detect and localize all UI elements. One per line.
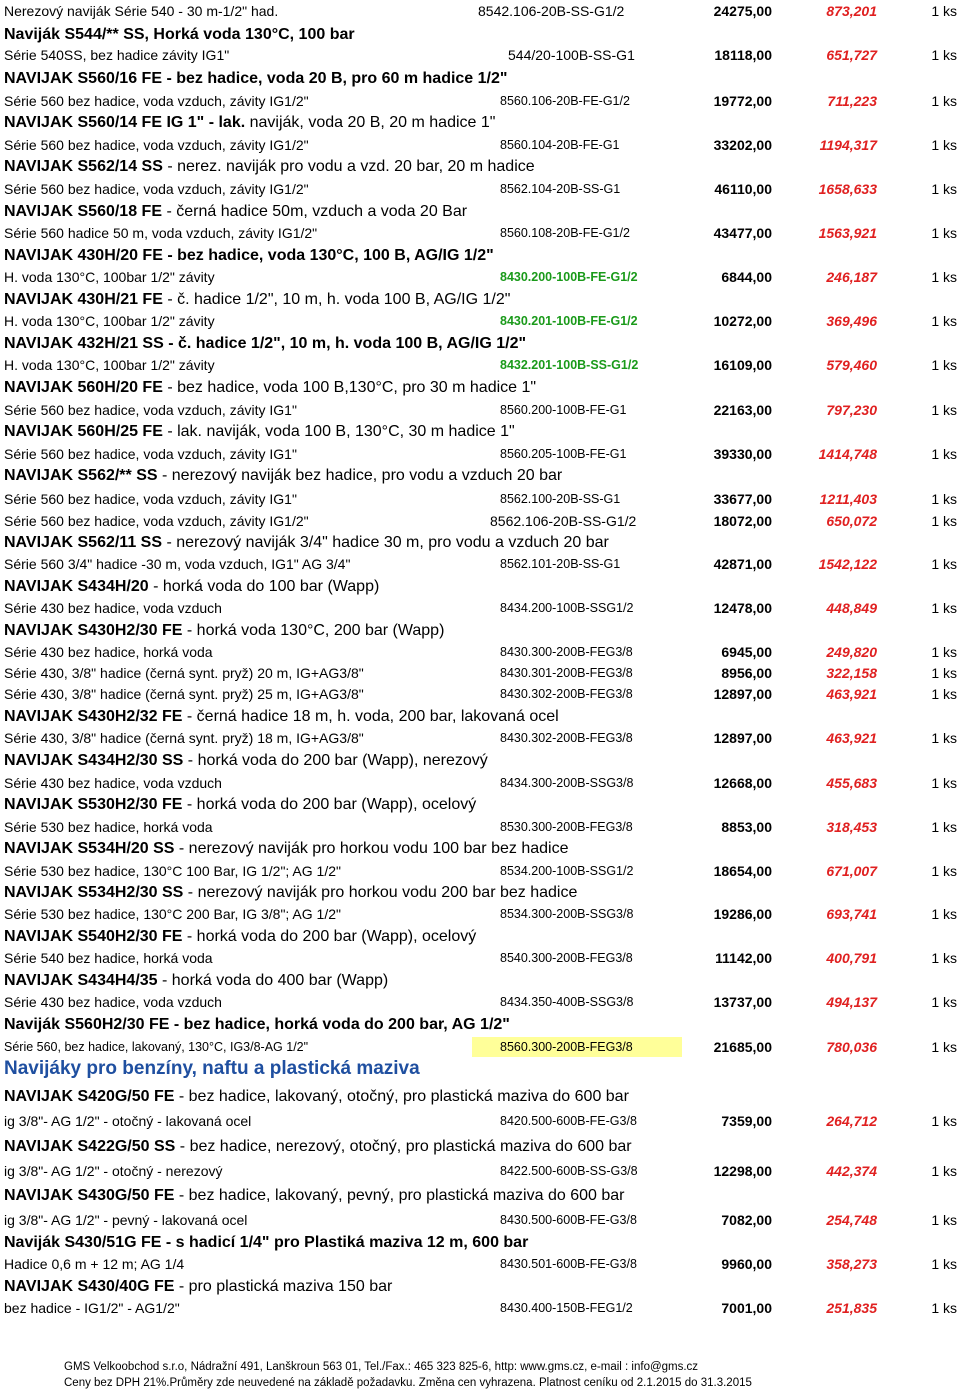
price-row: [0, 91, 960, 111]
unit-label: 1 ks: [931, 819, 957, 835]
unit-label: 1 ks: [931, 446, 957, 462]
product-heading: [4, 839, 960, 859]
item-code: 8432.201-100B-SS-G1/2: [500, 358, 639, 372]
price-czk: 19772,00: [713, 93, 772, 109]
price-czk: 33202,00: [713, 137, 772, 153]
price-eur: 494,137: [826, 994, 877, 1010]
unit-label: 1 ks: [931, 600, 957, 616]
item-description: Série 560 bez hadice, voda vzduch, závity IG1/2": [4, 93, 309, 109]
item-description: bez hadice - IG1/2" - AG1/2": [4, 1300, 180, 1316]
unit-label: 1 ks: [931, 556, 957, 572]
price-row: [0, 1210, 960, 1230]
price-czk: 12668,00: [713, 775, 772, 791]
unit-label: 1 ks: [931, 644, 957, 660]
price-eur: 246,187: [826, 269, 877, 285]
product-heading: [4, 577, 960, 597]
product-heading-bold: NAVIJAK S560/14 FE IG 1" - lak.: [4, 114, 246, 131]
price-czk: 7359,00: [721, 1113, 772, 1129]
price-row: [0, 684, 960, 704]
product-heading-bold: NAVIJAK S434H/20: [4, 578, 149, 595]
product-heading-bold: NAVIJAK 432H/21 SS - č. hadice 1/2", 10 m, h. voda 100 B, AG/IG 1/2": [4, 335, 527, 352]
product-heading: [4, 1233, 960, 1253]
item-description: Série 560 bez hadice, voda vzduch, závity IG1": [4, 491, 297, 507]
item-code: 8534.200-100B-SSG1/2: [500, 864, 634, 878]
unit-label: 1 ks: [931, 994, 957, 1010]
price-czk: 11142,00: [715, 950, 772, 966]
item-description: Série 560 bez hadice, voda vzduch, závity IG1/2": [4, 513, 309, 529]
price-czk: 33677,00: [713, 491, 772, 507]
price-eur: 671,007: [826, 863, 877, 879]
item-description: ig 3/8"- AG 1/2" - pevný - lakovaná ocel: [4, 1212, 248, 1228]
price-row: [0, 135, 960, 155]
unit-label: 1 ks: [931, 1113, 957, 1129]
price-eur: 254,748: [826, 1212, 877, 1228]
item-description: Série 560 bez hadice, voda vzduch, závity IG1/2": [4, 137, 309, 153]
item-code: 8562.106-20B-SS-G1/2: [490, 513, 637, 529]
item-description: Série 530 bez hadice, 130°C 100 Bar, IG 1/2"; AG 1/2": [4, 863, 341, 879]
product-heading: [4, 751, 960, 771]
price-czk: 6844,00: [721, 269, 772, 285]
price-czk: 16109,00: [713, 357, 772, 373]
product-heading-rest: - horká voda do 100 bar (Wapp): [148, 578, 380, 595]
price-eur: 873,201: [826, 3, 877, 19]
price-row: [0, 45, 960, 65]
product-heading-bold: NAVIJAK 430H/20 FE - bez hadice, voda 130°C, 100 B, AG/IG 1/2": [4, 247, 494, 264]
unit-label: 1 ks: [931, 313, 957, 329]
unit-label: 1 ks: [931, 950, 957, 966]
unit-label: 1 ks: [931, 1163, 957, 1179]
product-heading-rest: - bez hadice, lakovaný, otočný, pro plastická maziva do 600 bar: [174, 1088, 629, 1105]
price-eur: 1211,403: [819, 491, 877, 507]
product-heading: [4, 927, 960, 947]
item-description: Série 560 3/4" hadice -30 m, voda vzduch, IG1" AG 3/4": [4, 556, 351, 572]
product-heading-rest: - bez hadice, nerezový, otočný, pro plastická maziva do 600 bar: [175, 1138, 632, 1155]
item-code: 8542.106-20B-SS-G1/2: [478, 3, 625, 19]
product-heading: [4, 1087, 960, 1107]
product-heading-bold: NAVIJAK S430G/50 FE: [4, 1187, 175, 1204]
product-heading: [4, 707, 960, 727]
price-row: [0, 817, 960, 837]
item-code: 8560.106-20B-FE-G1/2: [500, 94, 630, 108]
unit-label: 1 ks: [931, 491, 957, 507]
unit-label: 1 ks: [931, 3, 957, 19]
product-heading-bold: NAVIJAK S430H2/32 FE: [4, 708, 183, 725]
price-eur: 400,791: [826, 950, 877, 966]
price-eur: 369,496: [826, 313, 877, 329]
unit-label: 1 ks: [931, 225, 957, 241]
unit-label: 1 ks: [931, 686, 957, 702]
item-code: 8422.500-600B-SS-G3/8: [500, 1164, 638, 1178]
price-row: [0, 400, 960, 420]
price-czk: 43477,00: [713, 225, 772, 241]
price-row: [0, 948, 960, 968]
item-code: 8562.100-20B-SS-G1: [500, 492, 621, 506]
item-code: 8430.300-200B-FEG3/8: [500, 645, 633, 659]
price-eur: 1414,748: [818, 446, 877, 462]
item-code: 8430.302-200B-FEG3/8: [500, 731, 633, 745]
price-eur: 455,683: [826, 775, 877, 791]
product-heading-rest: - nerezový naviják bez hadice, pro vodu a vzduch 20 bar: [157, 467, 563, 484]
product-heading-bold: NAVIJAK S430H2/30 FE: [4, 622, 183, 639]
price-czk: 12298,00: [713, 1163, 772, 1179]
item-description: Hadice 0,6 m + 12 m; AG 1/4: [4, 1256, 185, 1272]
product-heading-rest: - pro plastická maziva 150 bar: [174, 1278, 393, 1295]
price-czk: 12478,00: [713, 600, 772, 616]
product-heading: [4, 157, 960, 177]
price-row: [0, 773, 960, 793]
product-heading-rest: - nerezový naviják pro horkou vodu 200 bar bez hadice: [183, 884, 578, 901]
price-czk: 42871,00: [713, 556, 772, 572]
product-heading: [4, 246, 960, 266]
item-description: Série 430 bez hadice, horká voda: [4, 644, 213, 660]
price-eur: 797,230: [826, 402, 877, 418]
price-eur: 251,835: [826, 1300, 877, 1316]
product-heading-rest: - černá hadice 18 m, h. voda, 200 bar, lakovaná ocel: [182, 708, 559, 725]
price-row: [0, 489, 960, 509]
product-heading-rest: - nerezový naviják 3/4" hadice 30 m, pro vodu a vzduch 20 bar: [162, 534, 609, 551]
item-code: 8534.300-200B-SSG3/8: [500, 907, 634, 921]
price-row: [0, 223, 960, 243]
item-description: Série 530 bez hadice, 130°C 200 Bar, IG 3/8"; AG 1/2": [4, 906, 341, 922]
price-eur: 650,072: [826, 513, 877, 529]
product-heading-bold: NAVIJAK S434H4/35: [4, 972, 158, 989]
product-heading-rest: - bez hadice, voda 100 B,130°C, pro 30 m hadice 1": [162, 379, 537, 396]
item-code: 8420.500-600B-FE-G3/8: [500, 1114, 637, 1128]
product-heading-bold: Naviják S560H2/30 FE - bez hadice, horká voda do 200 bar, AG 1/2": [4, 1016, 510, 1033]
item-code: 8430.500-600B-FE-G3/8: [500, 1213, 637, 1227]
price-czk: 12897,00: [713, 730, 772, 746]
item-description: H. voda 130°C, 100bar 1/2" závity: [4, 313, 215, 329]
unit-label: 1 ks: [931, 513, 957, 529]
price-row: [0, 179, 960, 199]
product-heading: [4, 422, 960, 442]
unit-label: 1 ks: [931, 906, 957, 922]
price-czk: 24275,00: [713, 3, 772, 19]
product-heading-rest: - černá hadice 50m, vzduch a voda 20 Bar: [162, 203, 468, 220]
product-heading-bold: NAVIJAK S422G/50 SS: [4, 1138, 176, 1155]
item-code: 8560.200-100B-FE-G1: [500, 403, 627, 417]
price-row: [0, 1111, 960, 1131]
item-code: 544/20-100B-SS-G1: [508, 47, 635, 63]
price-czk: 19286,00: [713, 906, 772, 922]
price-row: [0, 1037, 960, 1057]
product-heading-rest: - č. hadice 1/2", 10 m, h. voda 100 B, AG/IG 1/2": [162, 291, 511, 308]
product-heading-bold: NAVIJAK 560H/20 FE: [4, 379, 163, 396]
product-heading: [4, 1277, 960, 1297]
product-heading-bold: Naviják S544/** SS, Horká voda 130°C, 100 bar: [4, 26, 355, 43]
product-heading: [4, 1137, 960, 1157]
item-description: Série 530 bez hadice, horká voda: [4, 819, 213, 835]
unit-label: 1 ks: [931, 863, 957, 879]
item-code: 8430.302-200B-FEG3/8: [500, 687, 633, 701]
item-description: Série 560, bez hadice, lakovaný, 130°C, IG3/8-AG 1/2": [4, 1040, 309, 1054]
item-code: 8430.400-150B-FEG1/2: [500, 1301, 633, 1315]
product-heading-bold: NAVIJAK S562/** SS: [4, 467, 158, 484]
unit-label: 1 ks: [931, 402, 957, 418]
product-heading: [4, 795, 960, 815]
product-heading-rest: - horká voda do 400 bar (Wapp): [157, 972, 389, 989]
price-czk: 46110,00: [714, 181, 772, 197]
product-heading: [4, 621, 960, 641]
price-row: [0, 1298, 960, 1318]
product-heading: [4, 202, 960, 222]
item-code: 8560.300-200B-FEG3/8: [472, 1037, 682, 1057]
unit-label: 1 ks: [931, 1256, 957, 1272]
price-eur: 693,741: [826, 906, 877, 922]
product-heading: [4, 1186, 960, 1206]
unit-label: 1 ks: [931, 137, 957, 153]
price-row: [0, 355, 960, 375]
item-code: 8562.104-20B-SS-G1: [500, 182, 621, 196]
price-czk: 10272,00: [713, 313, 772, 329]
price-eur: 711,223: [827, 93, 877, 109]
price-eur: 463,921: [826, 686, 877, 702]
item-description: Série 430 bez hadice, voda vzduch: [4, 994, 222, 1010]
unit-label: 1 ks: [931, 93, 957, 109]
item-description: Série 560 bez hadice, voda vzduch, závity IG1": [4, 402, 297, 418]
price-eur: 780,036: [826, 1039, 877, 1055]
price-eur: 442,374: [826, 1163, 877, 1179]
section-title: Navijáky pro benzíny, naftu a plastická maziva: [4, 1058, 420, 1079]
product-heading-rest: - horká voda 130°C, 200 bar (Wapp): [182, 622, 445, 639]
unit-label: 1 ks: [931, 1212, 957, 1228]
item-description: Série 540SS, bez hadice závity IG1": [4, 47, 230, 63]
price-czk: 8853,00: [721, 819, 772, 835]
price-row: [0, 1254, 960, 1274]
price-eur: 651,727: [826, 47, 877, 63]
product-heading-bold: NAVIJAK S434H2/30 SS: [4, 752, 184, 769]
price-eur: 1194,317: [819, 137, 877, 153]
unit-label: 1 ks: [931, 1300, 957, 1316]
product-heading-rest: - lak. naviják, voda 100 B, 130°C, 30 m hadice 1": [162, 423, 515, 440]
product-heading-bold: NAVIJAK S560/16 FE - bez hadice, voda 20 B, pro 60 m hadice 1/2": [4, 70, 508, 87]
item-description: Série 540 bez hadice, horká voda: [4, 950, 213, 966]
product-heading: [4, 69, 960, 89]
price-row: [0, 642, 960, 662]
product-heading-bold: NAVIJAK 560H/25 FE: [4, 423, 163, 440]
price-czk: 9960,00: [721, 1256, 772, 1272]
item-code: 8560.205-100B-FE-G1: [500, 447, 627, 461]
product-heading-bold: Naviják S430/51G FE - s hadicí 1/4" pro Plastiká maziva 12 m, 600 bar: [4, 1234, 529, 1251]
price-eur: 264,712: [826, 1113, 877, 1129]
price-czk: 22163,00: [713, 402, 772, 418]
product-heading-rest: - bez hadice, lakovaný, pevný, pro plastická maziva do 600 bar: [174, 1187, 625, 1204]
item-description: Série 430 bez hadice, voda vzduch: [4, 600, 222, 616]
unit-label: 1 ks: [931, 181, 957, 197]
price-row: [0, 663, 960, 683]
price-czk: 13737,00: [713, 994, 772, 1010]
product-heading-rest: - nerez. naviják pro vodu a vzd. 20 bar, 20 m hadice: [162, 158, 535, 175]
product-heading-bold: NAVIJAK S560/18 FE: [4, 203, 162, 220]
price-row: [0, 598, 960, 618]
price-eur: 249,820: [826, 644, 877, 660]
product-heading-rest: - nerezový naviják pro horkou vodu 100 bar bez hadice: [174, 840, 569, 857]
footer-company: GMS Velkoobchod s.r.o, Nádražní 491, Lanškroun 563 01, Tel./Fax.: 465 323 825-6, http: www.gms.cz, e-mail : info@gms.cz: [64, 1361, 699, 1373]
item-code: 8430.301-200B-FEG3/8: [500, 666, 633, 680]
price-eur: 318,453: [826, 819, 877, 835]
item-description: Série 430, 3/8" hadice (černá synt. pryž) 20 m, IG+AG3/8": [4, 665, 364, 681]
item-description: ig 3/8"- AG 1/2" - otočný - nerezový: [4, 1163, 223, 1179]
product-heading: [4, 378, 960, 398]
price-row: [0, 728, 960, 748]
price-row: [0, 992, 960, 1012]
product-heading-bold: NAVIJAK S530H2/30 FE: [4, 796, 183, 813]
item-code: 8540.300-200B-FEG3/8: [500, 951, 633, 965]
item-description: Série 560 bez hadice, voda vzduch, závity IG1/2": [4, 181, 309, 197]
price-czk: 8956,00: [721, 665, 772, 681]
product-heading-bold: NAVIJAK S562/14 SS: [4, 158, 163, 175]
price-czk: 12897,00: [713, 686, 772, 702]
product-heading: [4, 971, 960, 991]
footer-disclaimer: Ceny bez DPH 21%.Průměry zde neuvedené na základě požadavku. Změna cen vyhrazena. Platnost ceníku od 2.1.2015 do 31.3.2015: [64, 1377, 752, 1389]
price-eur: 463,921: [826, 730, 877, 746]
price-row: [0, 904, 960, 924]
price-czk: 18118,00: [714, 47, 772, 63]
item-description: ig 3/8"- AG 1/2" - otočný - lakovaná ocel: [4, 1113, 252, 1129]
price-eur: 1658,633: [818, 181, 877, 197]
price-eur: 579,460: [826, 357, 877, 373]
price-czk: 7001,00: [721, 1300, 772, 1316]
price-czk: 18654,00: [713, 863, 772, 879]
product-heading-bold: NAVIJAK S420G/50 FE: [4, 1088, 175, 1105]
product-heading-rest: - horká voda do 200 bar (Wapp), ocelový: [182, 928, 477, 945]
unit-label: 1 ks: [931, 1039, 957, 1055]
item-code: 8430.501-600B-FE-G3/8: [500, 1257, 637, 1271]
item-code: 8560.104-20B-FE-G1: [500, 138, 620, 152]
item-code: 8562.101-20B-SS-G1: [500, 557, 621, 571]
product-heading-rest: - horká voda do 200 bar (Wapp), nerezový: [183, 752, 488, 769]
price-czk: 39330,00: [713, 446, 772, 462]
item-code: 8430.201-100B-FE-G1/2: [500, 314, 638, 328]
product-heading: [4, 883, 960, 903]
product-heading: [4, 25, 960, 45]
item-description: Nerezový naviják Série 540 - 30 m-1/2" had.: [4, 3, 279, 19]
unit-label: 1 ks: [931, 269, 957, 285]
item-code: 8560.108-20B-FE-G1/2: [500, 226, 630, 240]
product-heading: [4, 290, 960, 310]
item-description: H. voda 130°C, 100bar 1/2" závity: [4, 357, 215, 373]
item-description: Série 430, 3/8" hadice (černá synt. pryž) 25 m, IG+AG3/8": [4, 686, 364, 702]
price-row: [0, 861, 960, 881]
item-description: H. voda 130°C, 100bar 1/2" závity: [4, 269, 215, 285]
product-heading: [4, 533, 960, 553]
item-description: Série 560 bez hadice, voda vzduch, závity IG1": [4, 446, 297, 462]
item-description: Série 430, 3/8" hadice (černá synt. pryž) 18 m, IG+AG3/8": [4, 730, 364, 746]
item-code: 8530.300-200B-FEG3/8: [500, 820, 633, 834]
product-heading-bold: NAVIJAK S562/11 SS: [4, 534, 163, 551]
product-heading-bold: NAVIJAK S534H2/30 SS: [4, 884, 184, 901]
price-row: [0, 511, 960, 531]
item-code: 8434.200-100B-SSG1/2: [500, 601, 634, 615]
price-eur: 358,273: [826, 1256, 877, 1272]
unit-label: 1 ks: [931, 665, 957, 681]
product-heading-bold: NAVIJAK S540H2/30 FE: [4, 928, 183, 945]
price-czk: 7082,00: [721, 1212, 772, 1228]
item-description: Série 430 bez hadice, voda vzduch: [4, 775, 222, 791]
product-heading: [4, 113, 960, 133]
product-heading: [4, 466, 960, 486]
price-czk: 21685,00: [713, 1039, 772, 1055]
item-description: Série 560 hadice 50 m, voda vzduch, závity IG1/2": [4, 225, 318, 241]
product-heading-bold: NAVIJAK S534H/20 SS: [4, 840, 175, 857]
price-czk: 18072,00: [713, 513, 772, 529]
price-row: [0, 444, 960, 464]
product-heading-rest: - horká voda do 200 bar (Wapp), ocelový: [182, 796, 477, 813]
unit-label: 1 ks: [931, 730, 957, 746]
product-heading-bold: NAVIJAK 430H/21 FE: [4, 291, 163, 308]
unit-label: 1 ks: [931, 357, 957, 373]
product-heading-bold: NAVIJAK S430/40G FE: [4, 1278, 175, 1295]
price-eur: 1563,921: [818, 225, 877, 241]
price-row: [0, 311, 960, 331]
price-row: [0, 554, 960, 574]
product-heading-rest: naviják, voda 20 B, 20 m hadice 1": [245, 114, 496, 131]
item-code: 8434.300-200B-SSG3/8: [500, 776, 634, 790]
unit-label: 1 ks: [931, 47, 957, 63]
price-czk: 6945,00: [721, 644, 772, 660]
price-row: [0, 1, 960, 21]
price-row: [0, 267, 960, 287]
price-row: [0, 1161, 960, 1181]
item-code: 8434.350-400B-SSG3/8: [500, 995, 634, 1009]
item-code: 8430.200-100B-FE-G1/2: [500, 270, 638, 284]
price-eur: 322,158: [826, 665, 877, 681]
unit-label: 1 ks: [931, 775, 957, 791]
price-eur: 448,849: [826, 600, 877, 616]
product-heading: [4, 334, 960, 354]
product-heading: [4, 1015, 960, 1035]
price-eur: 1542,122: [818, 556, 877, 572]
